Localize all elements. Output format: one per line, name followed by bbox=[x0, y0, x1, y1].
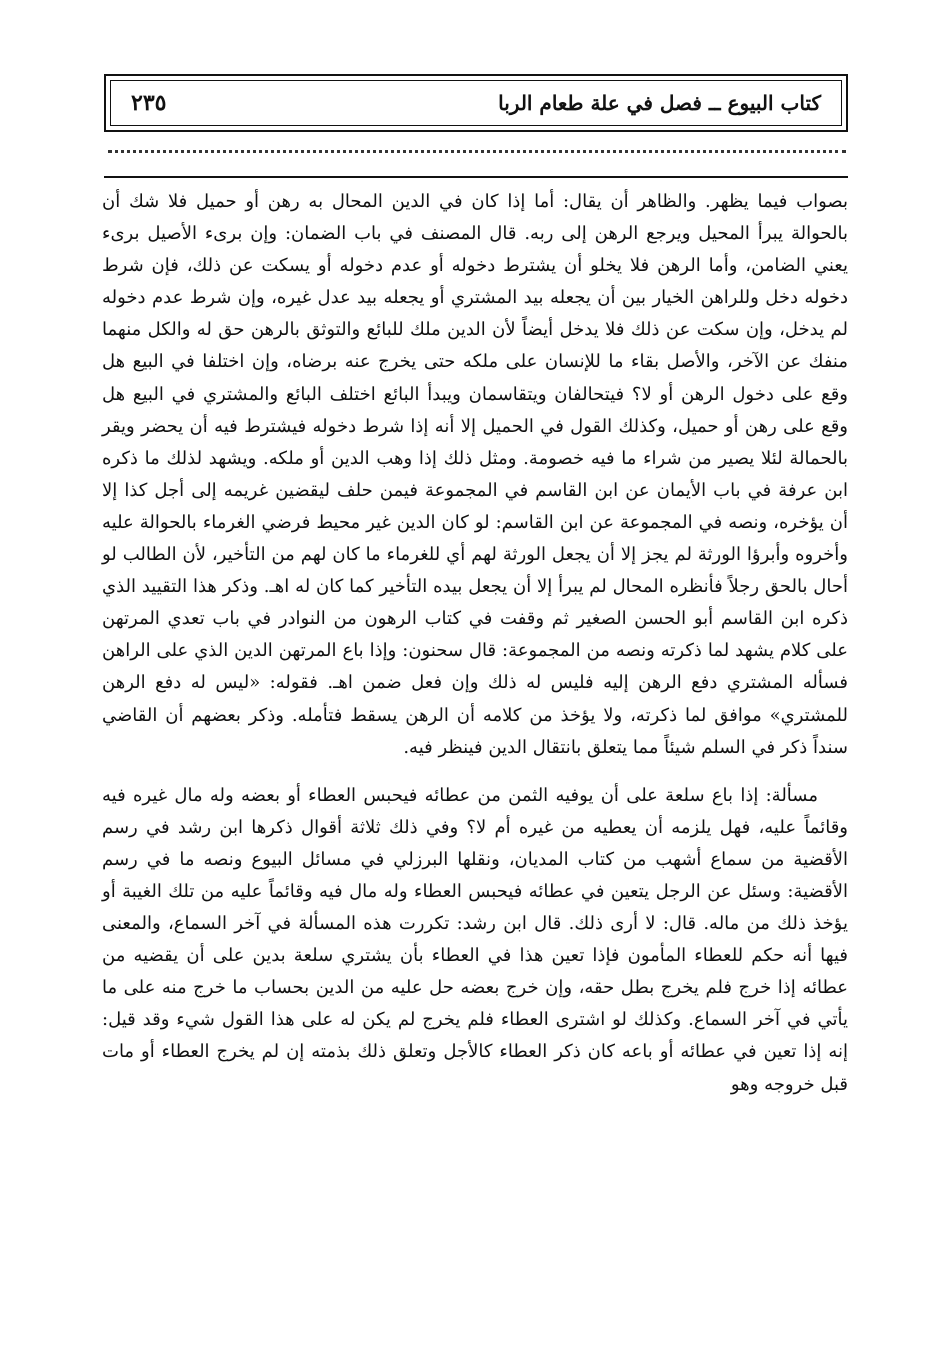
solid-divider bbox=[104, 176, 848, 178]
page-number: ٢٣٥ bbox=[131, 90, 167, 116]
running-title: كتاب البيوع ــ فصل في علة طعام الربا bbox=[498, 91, 821, 115]
main-text bbox=[102, 186, 848, 1101]
dotted-divider bbox=[108, 150, 846, 153]
paragraph: بصواب فيما يظهر. والظاهر أن يقال: أما إذا كان في الدين المحال به رهن أو حميل فلا شك أن بالحوالة يبرأ المحيل ويرجع الرهن إلى ربه. قال المصنف في باب الضمان: وإن برىء الأصيل برىء يعني الضامن، وأما الرهن فلا يخلو أن يشترط دخوله أو عدم دخوله أو يسكت عن ذلك، فإن شرط دخوله دخل وللراهن الخيار بين أن يجعله بيد المشتري أو يجعله بيد عدل غيره، وإن شرط عدم دخوله لم يدخل، وإن سكت عن ذلك فلا يدخل أيضاً لأن الدين ملك للبائع والتوثق بالرهن حق له والكل منهما منفك عن الآخر، والأصل بقاء ما للإنسان على ملكه حتى يخرج عنه برضاه، وإن اختلفا في البيع هل وقع على دخول الرهن أو لا؟ فيتحالفان ويتقاسمان ويبدأ البائع اختلف البائع والمشتري في البيع هل وقع على رهن أو حميل، وكذلك القول في الحميل إلا أنه إذا شرط دخوله فيشترط فيه أن يحضر ويقر بالحمالة لئلا يصير من شراء ما فيه خصومة. ومثل ذلك إذا وهب الدين أو ملكه. ويشهد لذلك ما ذكره ابن عرفة في باب الأيمان عن ابن القاسم في المجموعة فيمن حلف ليقضين غريمه إلى أجل كذا إلا أن يؤخره، ونصه في المجموعة عن ابن القاسم: لو كان الدين غير محيط فرضي الغرماء بالحوالة عليه وأخروه وأبرؤا الورثة لم يجز إلا أن يجعل الورثة لهم أي للغرماء ما كان لهم من التأخير، لأن الطالب لو أحال بالحق رجلاً فأنظره المحال لم يبرأ إلا أن يجعل بيده التأخير كما كان له اهـ. وذكر هذا التقييد الذي ذكره ابن القاسم أبو الحسن الصغير ثم وقفت في كتاب الرهون من النوادر في باب تعدي المرتهن على كلام يشهد لما ذكرته ونصه من المجموعة: قال سحنون: وإذا باع المرتهن الدين الذي على الراهن فسأله المشتري دفع الرهن إليه فليس له ذلك وإن فعل ضمن اهـ. فقوله: «ليس له دفع الرهن للمشتري» موافق لما ذكرته، ولا يؤخذ من كلامه أن الرهن يسقط فتأمله. وذكر بعضهم أن القاضي سنداً ذكر في السلم شيئاً مما يتعلق بانتقال الدين فينظر فيه. bbox=[102, 191, 849, 758]
running-header bbox=[104, 74, 848, 132]
running-header-inner bbox=[110, 80, 842, 126]
paragraph: مسألة: إذا باع سلعة على أن يوفيه الثمن من عطائه فيحبس العطاء أو بعضه وله مال غيره فيه وقائماً عليه، فهل يلزمه أن يعطيه من غيره أم لا؟ وفي ذلك ثلاثة أقوال ذكرها ابن رشد في رسم الأقضية من سماع أشهب من كتاب المديان، ونقلها البرزلي في مسائل البيوع ونصه ما في رسم الأقضية: وسئل عن الرجل يتعين في عطائه فيحبس العطاء وله مال فيه وقائماً عليه من تلك الغيبة أو يؤخذ ذلك من ماله. قال: لا أرى ذلك. قال ابن رشد: تكررت هذه المسألة في آخر السماع، والمعنى فيها أنه حكم للعطاء المأمون فإذا تعين هذا في العطاء بأن يشتري سلعة بدين على أن يقضيه من عطائه إذا خرج فلم يخرج بطل حقه، وإن خرج بعضه حل عليه من الدين بحساب ما خرج منه على ما يأتي في آخر السماع. وكذلك لو اشترى العطاء فلم يخرج لم يكن له على هذا القول شيء وقد قيل: إنه إذا تعين في عطائه أو باعه كان ذكر العطاء كالأجل وتعلق ذلك بذمته إن لم يخرج العطاء أو مات قبل خروجه وهو bbox=[102, 784, 848, 1095]
